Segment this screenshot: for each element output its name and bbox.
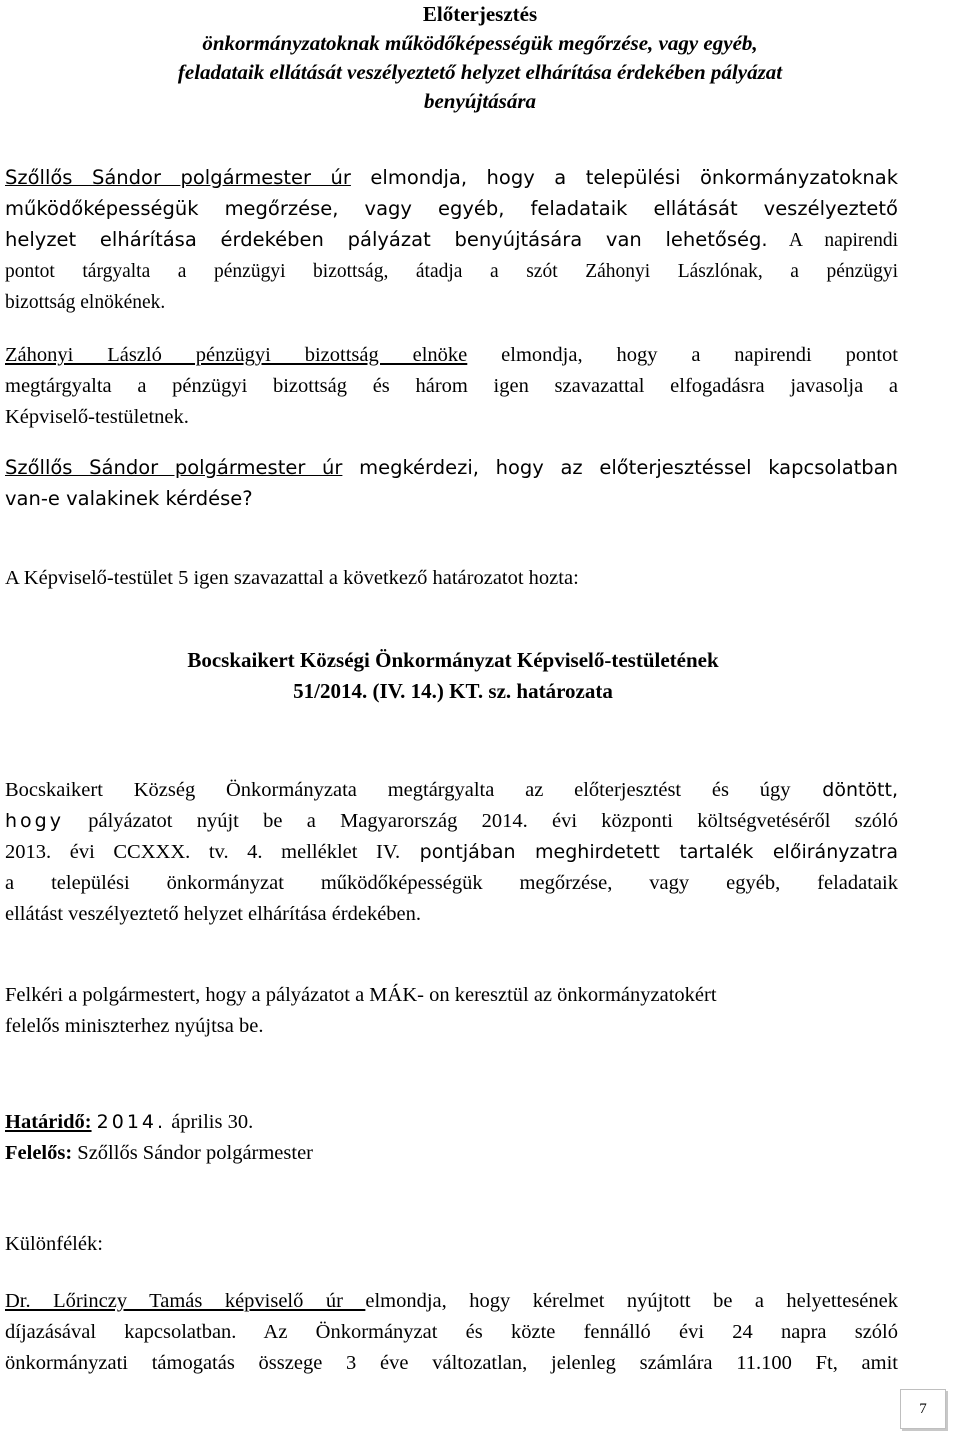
deadline-year: 2014. [96,1111,167,1133]
misc-section-heading: Különfélék: [5,1233,103,1255]
responsible-value: Szőllős Sándor polgármester [72,1142,314,1164]
document-title: Előterjesztés [422,2,538,26]
paragraph-mayor-intro [5,162,898,318]
resolution-title-line-1: Bocskaikert Községi Önkormányzat Képviselő-testületének [187,648,719,672]
para4-line-3: önkormányzati támogatás összege 3 éve változatlan, jelenleg számlára 11.100 Ft, amit [5,1352,898,1374]
para1-line-3: helyzet elhárítása érdekében pályázat benyújtására van lehetőség. A napirendi [5,228,898,251]
para2-line-2: megtárgyalta a pénzügyi bizottság és három igen szavazattal elfogadásra javasolja a [5,375,898,397]
page-number: 7 [919,1400,927,1417]
decision-line-2: hogy pályázatot nyújt be a Magyarország 2014. évi központi költségvetéséről szóló [5,810,898,832]
document-subtitle-line-1: önkormányzatoknak működőképességük megőrzése, vagy egyéb, [202,31,758,55]
paragraph-committee-chair [5,340,898,433]
request-line-2: felelős miniszterhez nyújtsa be. [5,1015,264,1037]
speaker-mayor-2: Szőllős Sándor polgármester úr [5,456,343,479]
para1-line-1: Szőllős Sándor polgármester úr elmondja, hogy a települési önkormányzatoknak [5,166,898,189]
para4-line-1: Dr. Lőrinczy Tamás képviselő úr elmondja, hogy kérelmet nyújtott be a helyettesének [5,1290,898,1312]
deadline-date: április 30. [166,1111,254,1133]
speaker-mayor: Szőllős Sándor polgármester úr [5,166,351,189]
vote-statement: A Képviselő-testület 5 igen szavazattal a következő határozatot hozta: [5,567,579,589]
responsible-line [5,1138,898,1169]
document-subtitle-line-3: benyújtására [423,89,536,113]
para2-line-1: Záhonyi László pénzügyi bizottság elnöke elmondja, hogy a napirendi pontot [5,344,898,366]
decision-line-3: 2013. évi CCXXX. tv. 4. melléklet IV. pontjában meghirdetett tartalék előirányzatra [5,841,898,863]
para3-line-2: van-e valakinek kérdése? [5,487,253,510]
document-header [0,0,960,116]
paragraph-mayor-question [5,452,898,514]
para3-line-1: Szőllős Sándor polgármester úr megkérdezi, hogy az előterjesztéssel kapcsolatban [5,456,898,479]
request-line-1: Felkéri a polgármestert, hogy a pályázatot a MÁK- on keresztül az önkormányzatokért [5,984,717,1006]
resolution-request [5,980,898,1042]
decision-line-1: Bocskaikert Község Önkormányzata megtárgyalta az előterjesztést és úgy döntött, [5,779,898,801]
resolution-title [0,645,906,707]
para1-line-2: működőképességük megőrzése, vagy egyéb, feladataik ellátását veszélyeztető [5,197,898,220]
paragraph-councillor [5,1286,898,1379]
responsible-label: Felelős: [5,1142,73,1164]
page-number-box [900,1389,946,1429]
deadline-line [5,1107,898,1138]
decision-line-5: ellátást veszélyeztető helyzet elhárítása érdekében. [5,903,422,925]
para1-line-5: bizottság elnökének. [5,292,166,313]
decision-line-4: a települési önkormányzat működőképességük megőrzése, vagy egyéb, feladataik [5,872,898,894]
speaker-committee-chair: Záhonyi László pénzügyi bizottság elnöke [5,344,468,366]
resolution-title-line-2: 51/2014. (IV. 14.) KT. sz. határozata [293,679,613,703]
para2-line-3: Képviselő-testületnek. [5,406,189,428]
deadline-label: Határidő: [5,1111,92,1133]
document-subtitle-line-2: feladataik ellátását veszélyeztető helyzet elhárítása érdekében pályázat [177,60,783,84]
speaker-councillor: Dr. Lőrinczy Tamás képviselő úr [5,1290,366,1312]
para1-line-4: pontot tárgyalta a pénzügyi bizottság, átadja a szót Záhonyi Lászlónak, a pénzügyi [5,261,898,282]
resolution-body [5,775,898,930]
resolution-deadline-block [5,1107,898,1169]
para4-line-2: díjazásával kapcsolatban. Az Önkormányzat és közte fennálló évi 24 napra szóló [5,1321,898,1343]
